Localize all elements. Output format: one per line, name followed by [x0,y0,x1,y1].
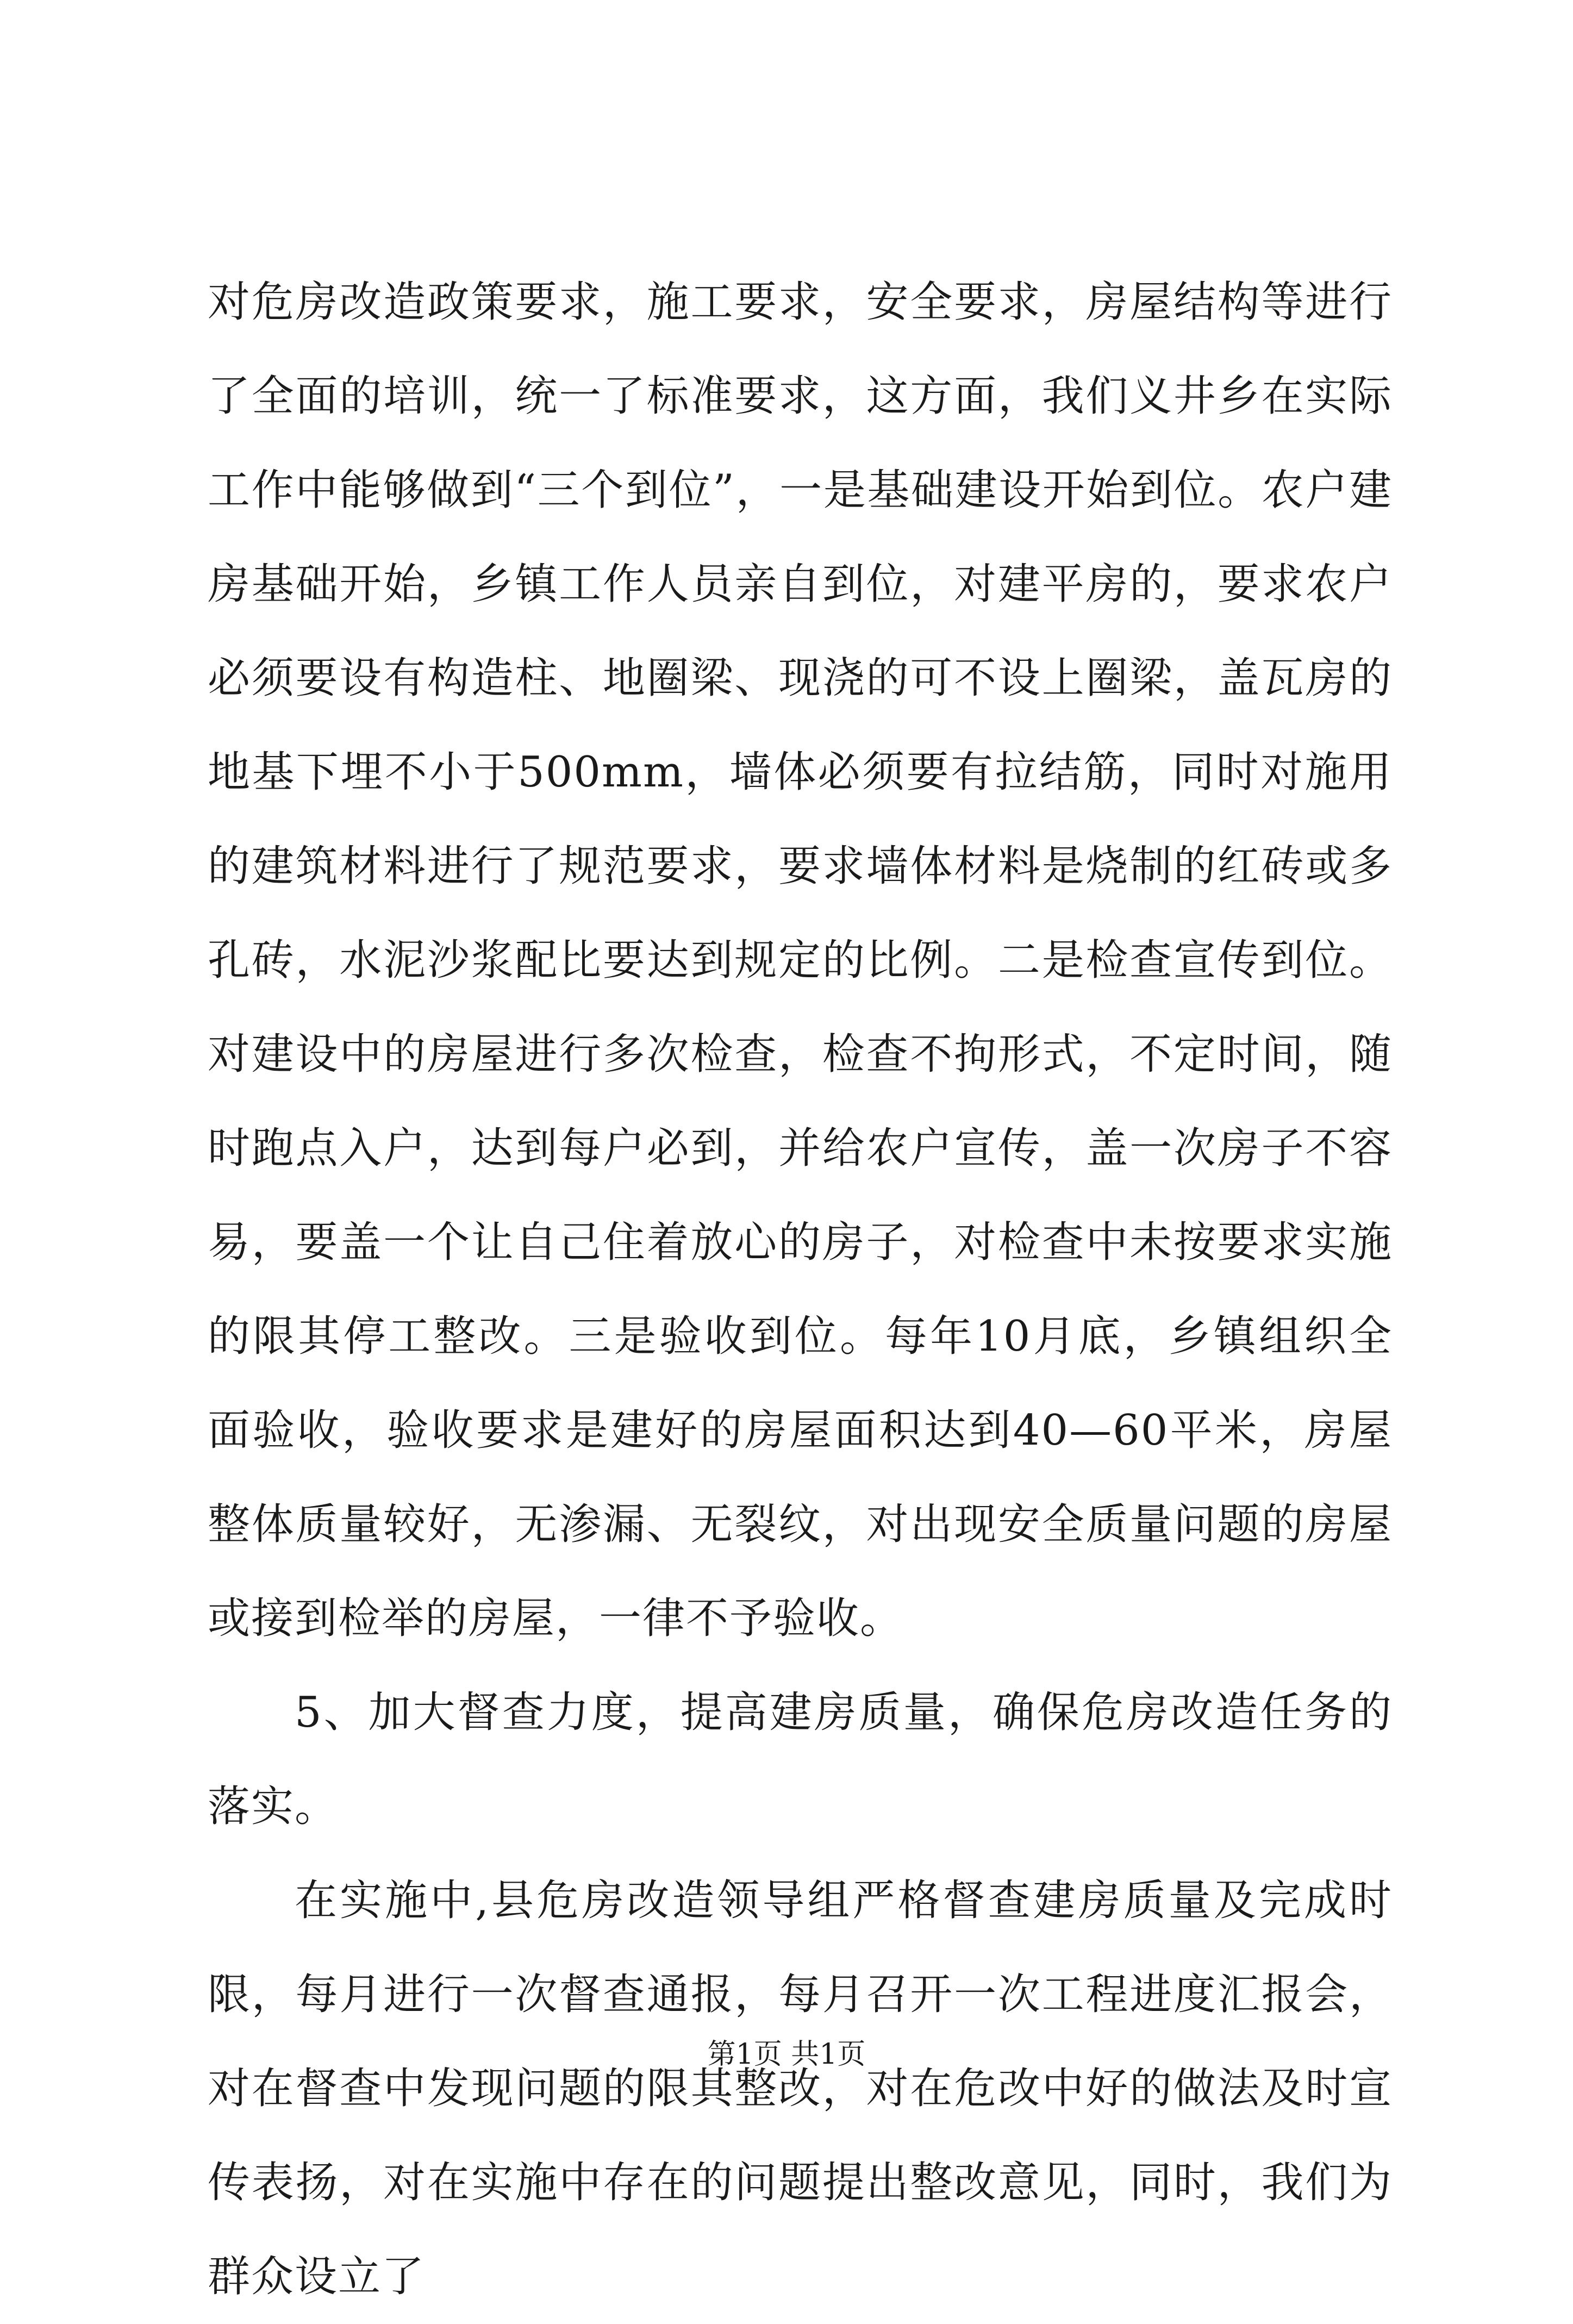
paragraph-section-5-heading: 5、加大督查力度，提高建房质量，确保危房改造任务的落实。 [208,1688,1393,1831]
paragraph-training: 对危房改造政策要求，施工要求，安全要求，房屋结构等进行了全面的培训，统一了标准要求，这方面，我们义井乡在实际工作中能够做到“三个到位”，一是基础建设开始到位。农户建房基础开始，乡镇工作人员亲自到位，对建平房的，要求农户必须要设有构造柱、地圈梁、现浇的可不设上圈梁，盖瓦房的地基下埋不小于500mm，墙体必须要有拉结筋，同时对施用的建筑材料进行了规范要求，要求墙体材料是烧制的红砖或多孔砖，水泥沙浆配比要达到规定的比例。二是检查宣传到位。对建设中的房屋进行多次检查，检查不拘形式，不定时间，随时跑点入户，达到每户必到，并给农户宣传，盖一次房子不容易，要盖一个让自己住着放心的房子，对检查中未按要求实施的限其停工整改。三是验收到位。每年10月底，乡镇组织全面验收，验收要求是建好的房屋面积达到40—60平米，房屋整体质量较好，无渗漏、无裂纹，对出现安全质量问题的房屋或接到检举的房屋，一律不予验收。 [208,278,1393,1643]
page-footer: 第1页 共1页 [707,2038,866,2071]
paragraph-supervision: 在实施中,县危房改造领导组严格督查建房质量及完成时限，每月进行一次督查通报，每月召开一次工程进度汇报会，对在督查中发现问题的限其整改，对在危改中好的做法及时宣传表扬，对在实施中存在的问题提出整改意见，同时，我们为群众设立了 [208,1876,1393,2301]
document-body [208,255,1393,2324]
